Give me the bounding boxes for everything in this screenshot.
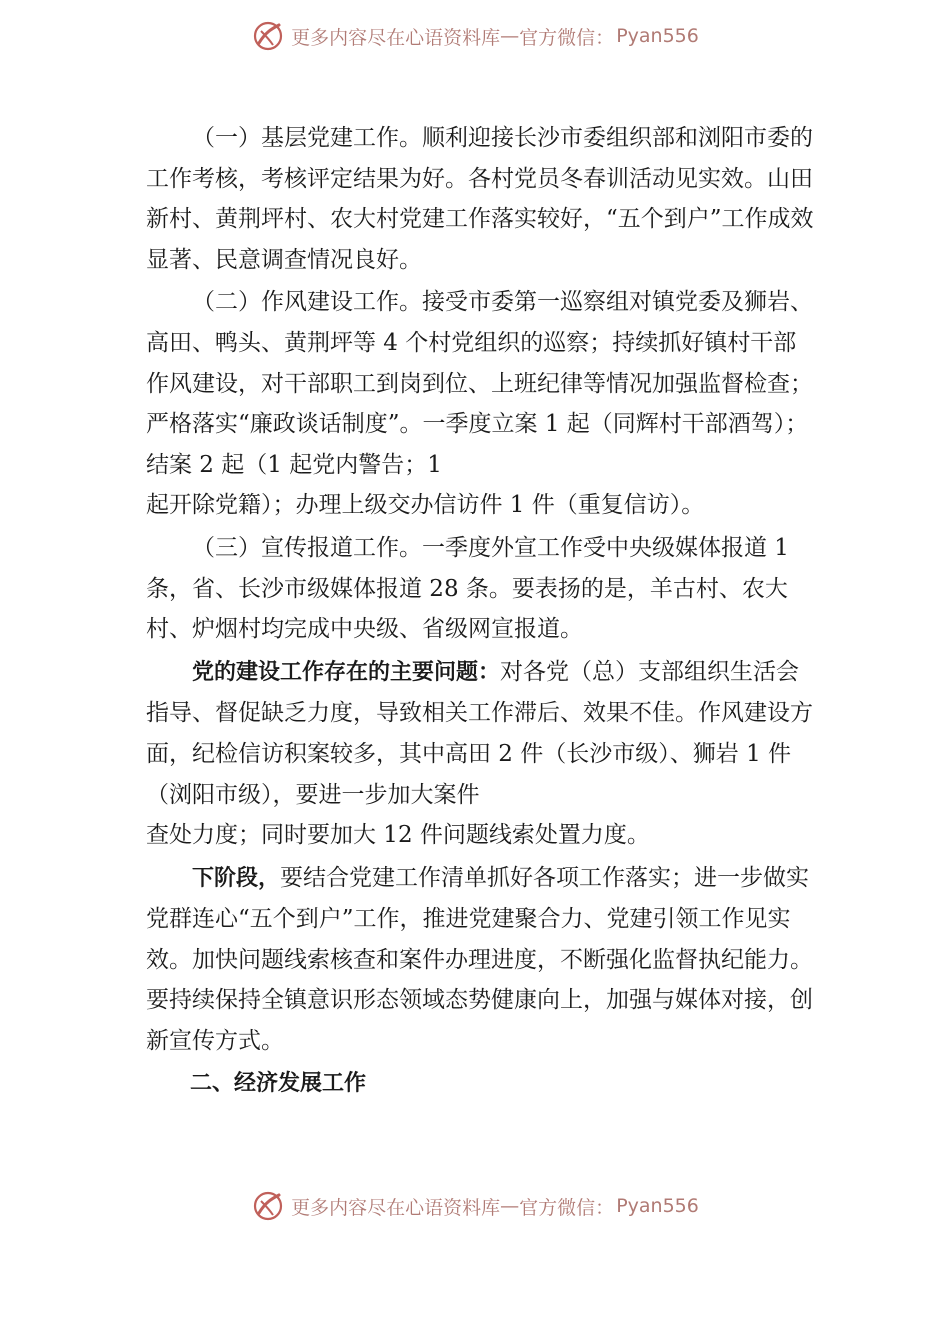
main-problems-lead: 党的建设工作存在的主要问题：: [192, 659, 501, 685]
paragraph-work-style-continued: 起开除党籍）；办理上级交办信访件 1 件（重复信访）。: [146, 492, 705, 519]
paragraph-publicity: （三）宣传报道工作。一季度外宣工作受中央级媒体报道 1 条，省、长沙市级媒体报道 28 条。要表扬的是，羊古村、农大村、炉烟村均完成中央级、省级网宣报道。: [146, 534, 789, 643]
next-stage-text: 要结合党建工作清单抓好各项工作落实；进一步做实党群连心“五个到户”工作，推进党建聚合力、党建引领工作见实效。加快问题线索核查和案件办理进度，不断强化监督执纪能力。要持续保持全镇意识形态领域态势健康向上，加强与媒体对接，创新宣传方式。: [146, 864, 813, 1055]
next-stage-lead: 下阶段，: [192, 865, 281, 891]
paragraph-main-problems: [146, 652, 814, 815]
paragraph-main-problems-continued: 查处力度；同时要加大 12 件问题线索处置力度。: [146, 822, 650, 849]
watermark-site-text: 更多内容尽在心语资料库: [291, 1196, 501, 1219]
brush-logo-icon: [251, 19, 285, 53]
document-body: [146, 118, 814, 1104]
watermark-site-text: 更多内容尽在心语资料库: [291, 26, 501, 49]
watermark-wechat-label: 官方微信：: [519, 1196, 615, 1219]
watermark-wechat-id: Pyan556: [616, 1195, 699, 1217]
watermark-separator: —: [500, 1195, 520, 1217]
paragraph-party-building: （一）基层党建工作。顺利迎接长沙市委组织部和浏阳市委的工作考核，考核评定结果为好。各村党员冬春训活动见实效。山田新村、黄荆坪村、农大村党建工作落实较好，“五个到户”工作成效显著、民意调查情况良好。: [146, 125, 814, 273]
main-problems-text: 对各党（总）支部组织生活会指导、督促缺乏力度，导致相关工作滞后、效果不佳。作风建设方面，纪检信访积案较多，其中高田 2 件（长沙市级）、狮岩 1 件（浏阳市级），要进一步加大案件: [146, 658, 813, 808]
brush-logo-icon: [251, 1189, 285, 1223]
paragraph-next-stage: [146, 858, 814, 1062]
watermark-footer: [0, 1186, 950, 1226]
section-heading-economic: 二、经济发展工作: [190, 1070, 367, 1096]
watermark-header: [0, 16, 950, 56]
watermark-wechat-id: Pyan556: [616, 25, 699, 47]
paragraph-work-style: （二）作风建设工作。接受市委第一巡察组对镇党委及狮岩、高田、鸭头、黄荆坪等 4 个村党组织的巡察；持续抓好镇村干部作风建设，对干部职工到岗到位、上班纪律等情况加强监督检查；严格落实“廉政谈话制度”。一季度立案 1 起（同辉村干部酒驾）；结案 2 起（1 起党内警告；1: [146, 289, 813, 478]
watermark-wechat-label: 官方微信：: [519, 26, 615, 49]
watermark-separator: —: [500, 25, 520, 47]
